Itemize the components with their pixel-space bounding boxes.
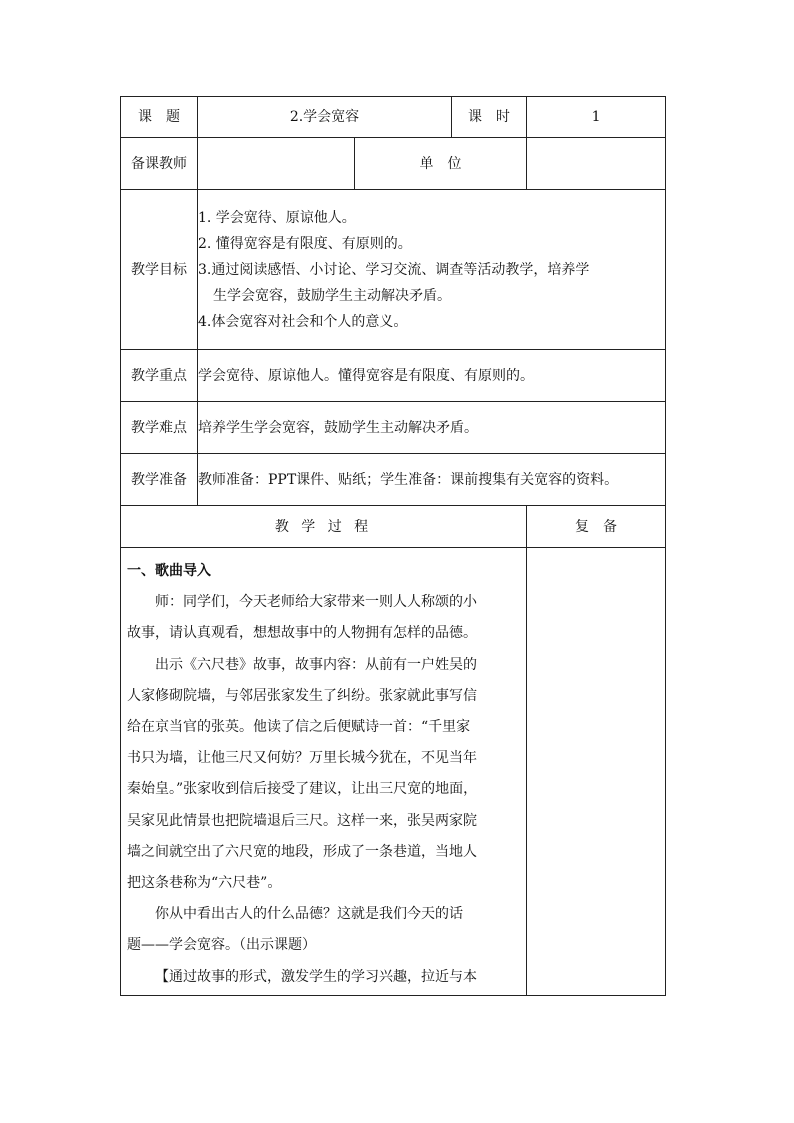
objective-item: 4.体会宽容对社会和个人的意义。 [198,313,408,330]
process-line: 给在京当官的张英。他读了信之后便赋诗一首：“千里家 [127,719,471,736]
review-header: 复 备 [527,506,666,548]
preparation-label: 教学准备 [121,454,198,506]
objective-item: 2. 懂得宽容是有限度、有原则的。 [198,235,412,252]
objective-item: 生学会宽容，鼓励学生主动解决矛盾。 [213,287,451,304]
topic-label: 课 题 [121,97,198,138]
section-title: 一、歌曲导入 [127,563,211,579]
process-line: 人家修砌院墙，与邻居张家发生了纠纷。张家就此事写信 [127,687,477,704]
row-difficulties [121,402,666,454]
process-line: 题——学会宽容。（出示课题） [127,937,316,954]
unit-label: 单 位 [355,138,527,190]
key-points-text: 学会宽待、原谅他人。懂得宽容是有限度、有原则的。 [198,350,666,402]
row-process-header [121,506,666,548]
period-value: 1 [527,97,666,138]
difficulties-label: 教学难点 [121,402,198,454]
process-line: 秦始皇。”张家收到信后接受了建议，让出三尺宽的地面， [127,781,478,798]
topic-value: 2.学会宽容 [198,97,452,138]
process-line: 把这条巷称为“六尺巷”。 [127,875,282,892]
process-line: 【通过故事的形式，激发学生的学习兴趣，拉近与本 [155,968,477,985]
difficulties-text: 培养学生学会宽容，鼓励学生主动解决矛盾。 [198,402,666,454]
objectives-list [198,190,666,350]
row-process-body [121,548,666,996]
process-line: 吴家见此情景也把院墙退后三尺。这样一来，张吴两家院 [127,812,477,829]
key-points-label: 教学重点 [121,350,198,402]
objective-item: 3.通过阅读感悟、小讨论、学习交流、调查等活动教学，培养学 [198,261,590,278]
row-topic [121,97,666,138]
lesson-plan-table [120,96,666,996]
unit-value [527,138,666,190]
process-line: 师：同学们，今天老师给大家带来一则人人称颂的小 [155,594,477,611]
process-line: 你从中看出古人的什么品德？这就是我们今天的话 [155,906,463,923]
objective-item: 1. 学会宽待、原谅他人。 [198,209,356,226]
objectives-label: 教学目标 [121,190,198,350]
teacher-label: 备课教师 [121,138,198,190]
process-line: 故事，请认真观看，想想故事中的人物拥有怎样的品德。 [127,625,477,642]
preparation-text: 教师准备：PPT课件、贴纸；学生准备：课前搜集有关宽容的资料。 [198,454,666,506]
process-line: 书只为墙，让他三尺又何妨？万里长城今犹在，不见当年 [127,750,477,767]
period-label: 课 时 [452,97,527,138]
row-key-points [121,350,666,402]
row-preparation [121,454,666,506]
teacher-value [198,138,355,190]
process-header: 教 学 过 程 [121,506,527,548]
row-objectives [121,190,666,350]
process-body [121,548,527,996]
process-line: 墙之间就空出了六尺宽的地段，形成了一条巷道，当地人 [127,843,477,860]
review-notes-cell [527,548,666,996]
process-line: 出示《六尺巷》故事，故事内容：从前有一户姓吴的 [155,656,477,673]
row-teacher [121,138,666,190]
